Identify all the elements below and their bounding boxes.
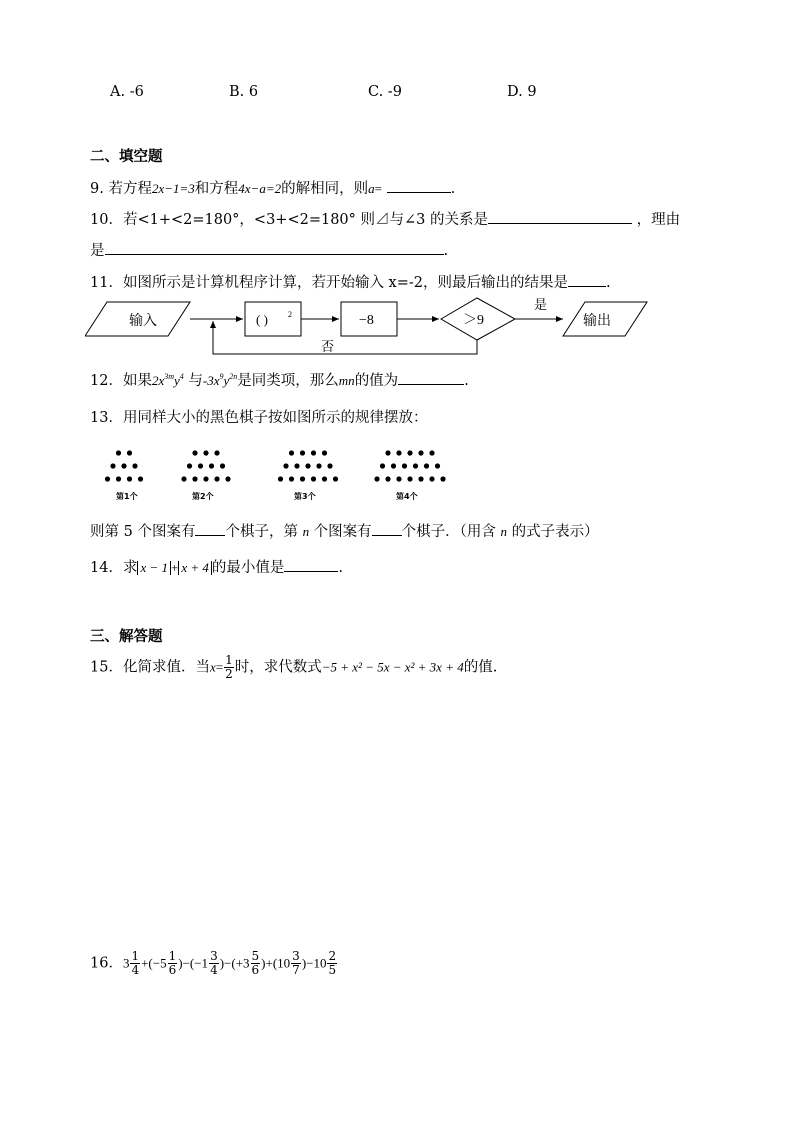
- question-14: 14．求 x − 1 + x + 4 的最小值是 .: [90, 556, 343, 577]
- section-2-title: 二、填空题: [90, 148, 163, 165]
- figure-caption-1: 第1个: [116, 492, 138, 501]
- question-9: 9. 若方程2x−1=3和方程4x−a=2的解相同，则a= .: [90, 177, 455, 198]
- chess-piece: [402, 463, 407, 468]
- question-10-line2: 是 .: [90, 239, 448, 260]
- chess-piece: [214, 450, 219, 455]
- chess-piece: [289, 450, 294, 455]
- chess-piece: [214, 476, 219, 481]
- chess-piece: [294, 463, 299, 468]
- chess-piece: [138, 476, 143, 481]
- answer-blank: [387, 178, 451, 193]
- chess-piece: [300, 450, 305, 455]
- answer-blank: [372, 521, 402, 536]
- chess-piece: [429, 450, 434, 455]
- chess-piece: [209, 463, 214, 468]
- chess-piece: [316, 463, 321, 468]
- answer-blank: [488, 209, 632, 224]
- chess-piece: [413, 463, 418, 468]
- chess-piece: [435, 463, 440, 468]
- chess-piece: [407, 450, 412, 455]
- question-15: 15．化简求值．当x= $\frac{1}{2}$ 时，求代数式−5 + x² − 5x − x² + 3x + 4的值.: [90, 653, 498, 681]
- chess-piece: [121, 463, 126, 468]
- chess-piece: [116, 450, 121, 455]
- answer-blank: [105, 240, 444, 255]
- chess-piece: [385, 450, 390, 455]
- chess-piece: [391, 463, 396, 468]
- chess-piece: [440, 476, 445, 481]
- chess-piece: [305, 463, 310, 468]
- chess-piece: [283, 463, 288, 468]
- chess-piece: [311, 450, 316, 455]
- chess-piece: [198, 463, 203, 468]
- answer-blank: [568, 272, 606, 287]
- answer-blank: [398, 370, 464, 385]
- chess-piece: [374, 476, 379, 481]
- compare-label: ＞9: [463, 313, 484, 328]
- chess-piece: [429, 476, 434, 481]
- input-label: 输入: [129, 314, 157, 329]
- option-a: A. -6: [110, 84, 144, 100]
- chess-piece: [418, 476, 423, 481]
- output-label: 输出: [583, 314, 611, 329]
- chess-piece: [110, 463, 115, 468]
- option-b: B. 6: [229, 84, 259, 100]
- minus-8-label: −8: [359, 313, 374, 328]
- chess-piece: [300, 476, 305, 481]
- chess-piece: [311, 476, 316, 481]
- chess-piece: [322, 450, 327, 455]
- question-10-line1: 10．若<1+<2=180°，<3+<2=180° 则⊿与∠3 的关系是 ，理由: [90, 208, 680, 229]
- chess-piece: [127, 476, 132, 481]
- chess-piece: [418, 450, 423, 455]
- option-d: D. 9: [507, 84, 537, 100]
- chess-piece: [225, 476, 230, 481]
- chess-piece: [396, 476, 401, 481]
- chess-piece: [424, 463, 429, 468]
- question-11: 11．如图所示是计算机程序计算，若开始输入 x=-2，则最后输出的结果是 .: [90, 271, 611, 292]
- question-12: 12．如果$2x^{3m}y^4$ 与$-3x^9y^{2n}$是同类项，那么mn的值为 .: [90, 369, 469, 390]
- chess-piece: [322, 476, 327, 481]
- chess-piece: [132, 463, 137, 468]
- square-label: ( ): [256, 312, 268, 327]
- chess-piece: [385, 476, 390, 481]
- chess-piece: [396, 450, 401, 455]
- chess-piece: [192, 476, 197, 481]
- figure-caption-3: 第3个: [294, 492, 316, 501]
- chess-piece: [116, 476, 121, 481]
- square-box: [245, 302, 301, 336]
- chess-piece: [181, 476, 186, 481]
- option-c: C. -9: [368, 84, 402, 100]
- chess-piece: [220, 463, 225, 468]
- chess-piece: [333, 476, 338, 481]
- yes-label: 是: [534, 297, 548, 312]
- square-exponent: 2: [288, 310, 292, 319]
- chess-piece: [407, 476, 412, 481]
- question-16: 16．3 $\frac{1}{4}$ +(−5 $\frac{1}{6}$ )−(−1 $\frac{3}{4}$ )−(+3 $\frac{5}{6}$ )+(10 $\frac{3}{7}$ )−10 $\frac{2}{5}$: [90, 949, 337, 977]
- answer-blank: [284, 557, 338, 572]
- answer-blank: [195, 521, 225, 536]
- chess-piece: [105, 476, 110, 481]
- chess-piece: [203, 450, 208, 455]
- program-flowchart: [85, 292, 655, 360]
- section-3-title: 三、解答题: [90, 628, 163, 645]
- no-label: 否: [321, 339, 335, 354]
- chess-piece: [192, 450, 197, 455]
- chess-piece: [380, 463, 385, 468]
- figure-caption-4: 第4个: [396, 492, 418, 501]
- chess-piece: [289, 476, 294, 481]
- chess-piece: [327, 463, 332, 468]
- chess-piece: [187, 463, 192, 468]
- chess-piece: [127, 450, 132, 455]
- figure-caption-2: 第2个: [192, 492, 214, 501]
- chess-pieces-pattern: [100, 445, 470, 503]
- question-13-answer: 则第 5 个图案有 个棋子，第 n 个图案有 个棋子．（用含 n 的式子表示）: [90, 520, 599, 541]
- question-13: 13．用同样大小的黑色棋子按如图所示的规律摆放：: [90, 410, 428, 426]
- chess-piece: [203, 476, 208, 481]
- chess-piece: [278, 476, 283, 481]
